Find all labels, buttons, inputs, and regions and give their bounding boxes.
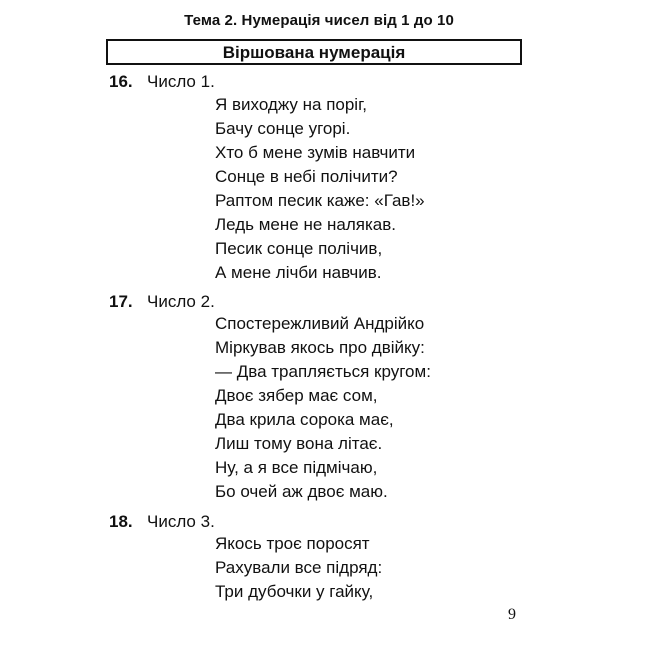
exercise-18-heading xyxy=(109,512,215,532)
exercise-title: Число 3. xyxy=(147,512,215,531)
exercise-17-heading xyxy=(109,292,215,312)
exercise-number: 17. xyxy=(109,292,133,311)
exercise-title: Число 2. xyxy=(147,292,215,311)
exercise-title: Число 1. xyxy=(147,72,215,91)
poem-line: Два крила сорока має, xyxy=(215,410,394,429)
page-number: 9 xyxy=(508,606,516,623)
poem-line: Три дубочки у гайку, xyxy=(215,582,374,601)
poem-line: Ну, а я все підмічаю, xyxy=(215,458,378,477)
poem-line: Хто б мене зумів навчити xyxy=(215,143,416,162)
topic-heading: Тема 2. Нумерація чисел від 1 до 10 xyxy=(184,12,454,29)
poem-line: Двоє зябер має сом, xyxy=(215,386,378,405)
poem-line: Сонце в небі полічити? xyxy=(215,167,398,186)
poem-line: А мене лічби навчив. xyxy=(215,263,382,282)
poem-line: Бо очей аж двоє маю. xyxy=(215,482,388,501)
poem-line: Міркував якось про двійку: xyxy=(215,338,425,357)
poem-line: — Два трапляється кругом: xyxy=(215,362,431,381)
exercise-16-heading xyxy=(109,72,215,92)
exercise-number: 18. xyxy=(109,512,133,531)
poem-line: Бачу сонце угорі. xyxy=(215,119,351,138)
poem-line: Я виходжу на поріг, xyxy=(215,95,367,114)
poem-line: Спостережливий Андрійко xyxy=(215,314,425,333)
poem-line: Якось троє поросят xyxy=(215,534,370,553)
exercise-number: 16. xyxy=(109,72,133,91)
poem-line: Рахували все підряд: xyxy=(215,558,383,577)
poem-line: Лиш тому вона літає. xyxy=(215,434,383,453)
section-title: Віршована нумерація xyxy=(222,43,406,62)
poem-line: Раптом песик каже: «Гав!» xyxy=(215,191,425,210)
poem-line: Ледь мене не налякав. xyxy=(215,215,396,234)
section-title-box xyxy=(106,39,522,65)
poem-line: Песик сонце полічив, xyxy=(215,239,383,258)
